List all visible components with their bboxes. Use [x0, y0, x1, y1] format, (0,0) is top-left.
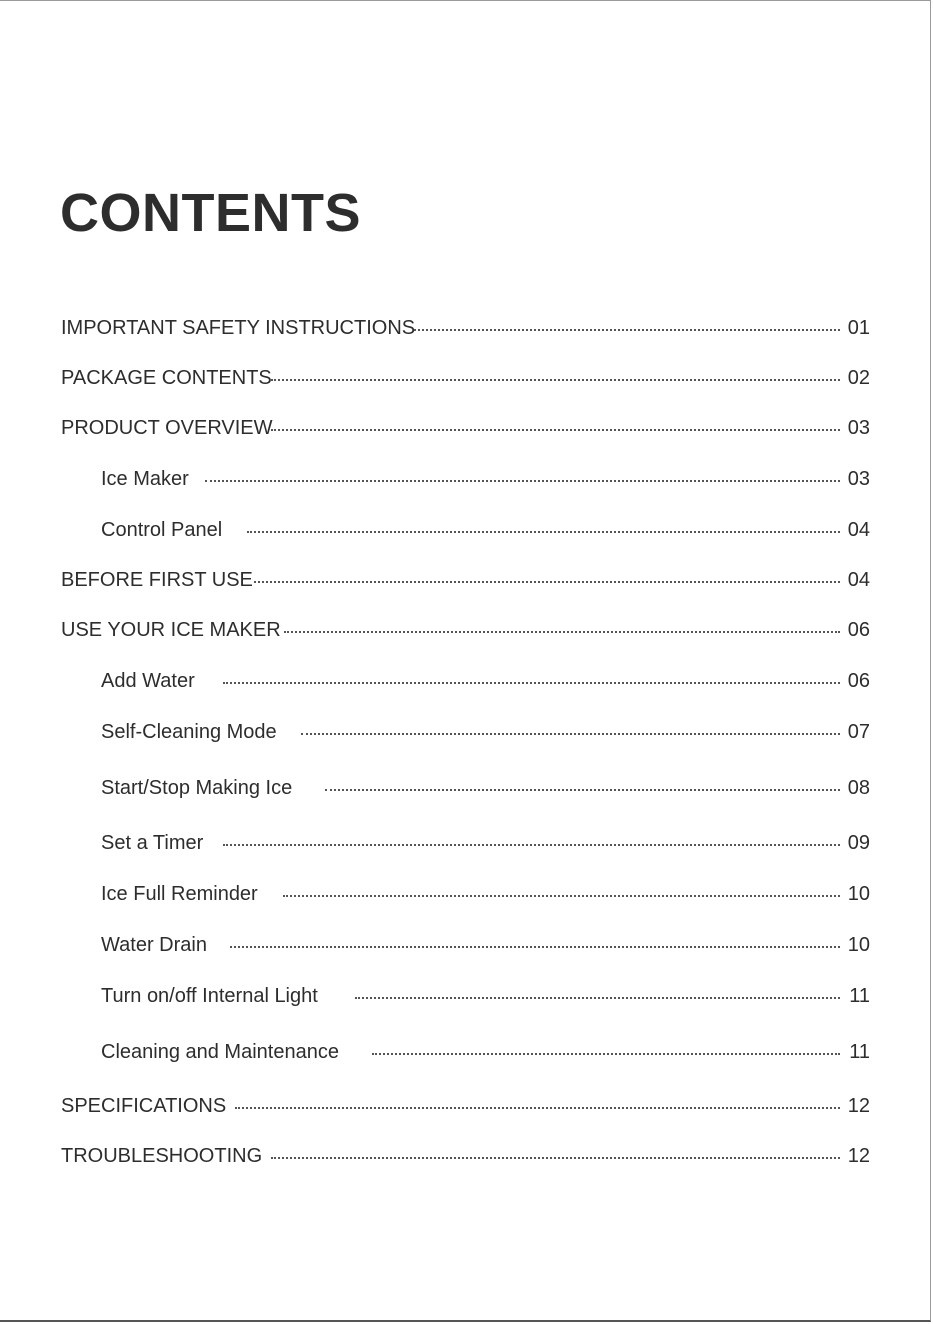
toc-entry-label: Self-Cleaning Mode	[101, 721, 277, 743]
toc-entry[interactable]	[0, 1142, 933, 1170]
toc-entry-label: Add Water	[101, 670, 195, 692]
toc-entry-label: Water Drain	[101, 934, 207, 956]
toc-entry-label: Turn on/off Internal Light	[101, 985, 318, 1007]
toc-dot-leader	[283, 895, 840, 897]
toc-dot-leader	[271, 1157, 840, 1159]
toc-dot-leader	[223, 682, 840, 684]
toc-entry-page: 12	[847, 1095, 870, 1117]
toc-dot-leader	[271, 429, 840, 431]
toc-entry-label: Start/Stop Making Ice	[101, 777, 293, 799]
toc-entry-page: 03	[847, 468, 870, 490]
toc-dot-leader	[372, 1053, 840, 1055]
toc-entry-page: 01	[847, 317, 870, 339]
toc-entry-page: 08	[847, 777, 870, 799]
toc-entry-label: USE YOUR ICE MAKER	[61, 619, 281, 641]
toc-entry-page: 09	[847, 832, 870, 854]
toc-entry-page: 03	[847, 417, 870, 439]
toc-entry[interactable]	[0, 314, 933, 342]
toc-entry-page: 11	[849, 1041, 870, 1063]
toc-dot-leader	[325, 789, 840, 791]
toc-entry-label: Control Panel	[101, 519, 223, 541]
toc-entry[interactable]	[0, 1092, 933, 1120]
toc-entry-page: 02	[847, 367, 870, 389]
toc-dot-leader	[271, 379, 840, 381]
toc-entry-label: TROUBLESHOOTING	[61, 1145, 263, 1167]
toc-entry-label: PRODUCT OVERVIEW	[61, 417, 273, 439]
toc-dot-leader	[247, 531, 840, 533]
toc-entry-page: 04	[847, 569, 870, 591]
toc-entry-page: 11	[849, 985, 870, 1007]
toc-entry-label: PACKAGE CONTENTS	[61, 367, 272, 389]
toc-dot-leader	[301, 733, 840, 735]
toc-subentry[interactable]	[0, 774, 933, 802]
toc-dot-leader	[230, 946, 840, 948]
toc-subentry[interactable]	[0, 982, 933, 1010]
toc-subentry[interactable]	[0, 829, 933, 857]
toc-entry-page: 06	[847, 670, 870, 692]
toc-subentry[interactable]	[0, 880, 933, 908]
toc-dot-leader	[254, 581, 840, 583]
toc-entry-label: IMPORTANT SAFETY INSTRUCTIONS	[61, 317, 416, 339]
toc-entry-label: Ice Full Reminder	[101, 883, 258, 905]
toc-dot-leader	[205, 480, 840, 482]
toc-subentry[interactable]	[0, 931, 933, 959]
toc-entry-page: 04	[847, 519, 870, 541]
toc-entry[interactable]	[0, 566, 933, 594]
toc-entry-label: BEFORE FIRST USE	[61, 569, 253, 591]
toc-entry-label: SPECIFICATIONS	[61, 1095, 227, 1117]
page-title: CONTENTS	[60, 183, 361, 243]
toc-dot-leader	[284, 631, 840, 633]
toc-entry-label: Set a Timer	[101, 832, 204, 854]
toc-entry-page: 06	[847, 619, 870, 641]
toc-subentry[interactable]	[0, 465, 933, 493]
toc-entry-page: 07	[847, 721, 870, 743]
toc-entry-page: 10	[847, 934, 870, 956]
toc-entry-label: Cleaning and Maintenance	[101, 1041, 339, 1063]
toc-subentry[interactable]	[0, 667, 933, 695]
toc-entry[interactable]	[0, 616, 933, 644]
toc-dot-leader	[355, 997, 840, 999]
toc-dot-leader	[223, 844, 840, 846]
toc-entry[interactable]	[0, 414, 933, 442]
toc-subentry[interactable]	[0, 516, 933, 544]
toc-entry-label: Ice Maker	[101, 468, 189, 490]
toc-entry[interactable]	[0, 364, 933, 392]
toc-subentry[interactable]	[0, 718, 933, 746]
toc-entry-page: 10	[847, 883, 870, 905]
toc-subentry[interactable]	[0, 1038, 933, 1066]
toc-entry-page: 12	[847, 1145, 870, 1167]
toc-dot-leader	[235, 1107, 840, 1109]
toc-dot-leader	[414, 329, 840, 331]
